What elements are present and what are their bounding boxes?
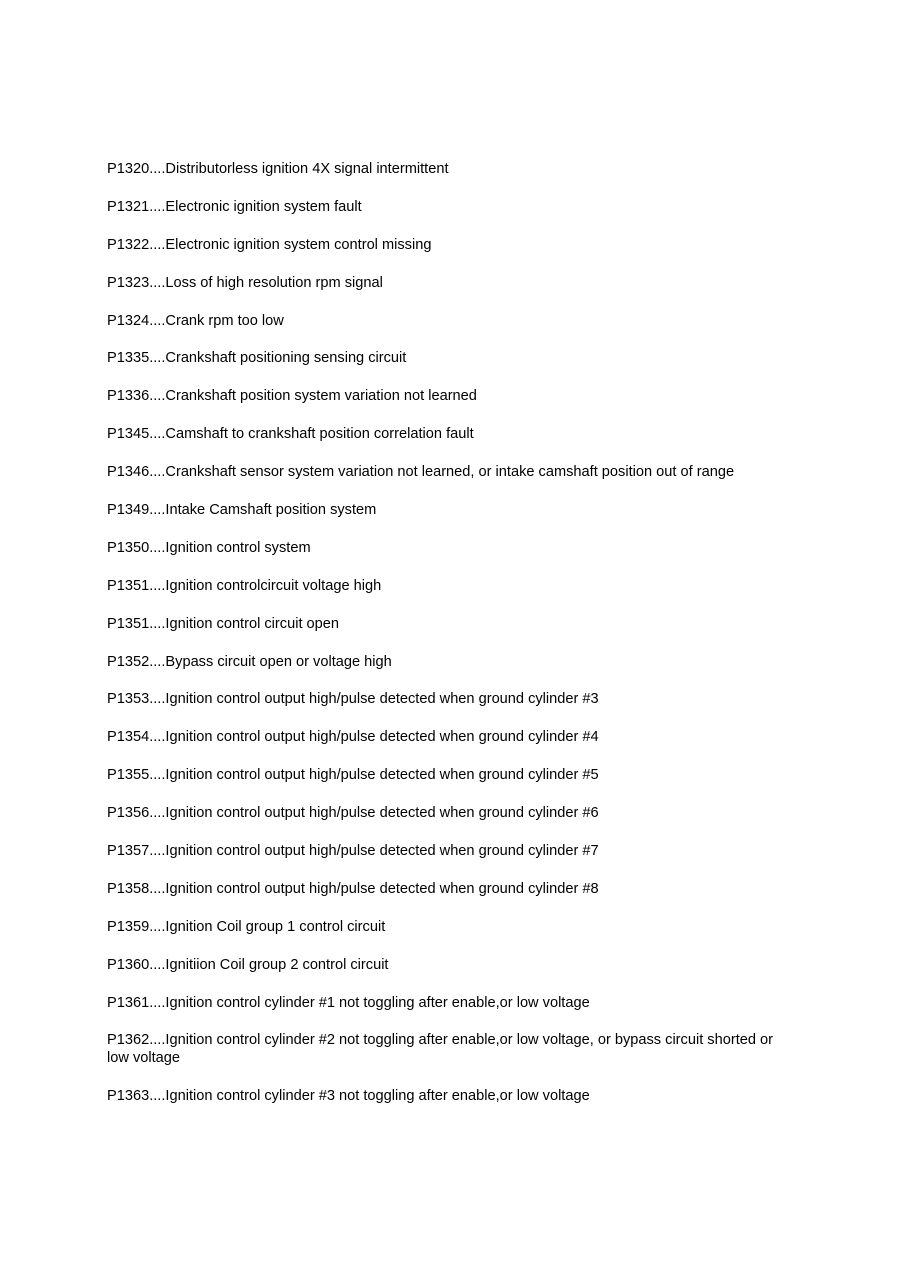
- code-entry-p1353: P1353....Ignition control output high/pulse detected when ground cylinder #3: [107, 691, 599, 708]
- code-entry-p1355: P1355....Ignition control output high/pulse detected when ground cylinder #5: [107, 767, 599, 784]
- code-entry-p1336: P1336....Crankshaft position system variation not learned: [107, 388, 477, 405]
- code-entry-p1345: P1345....Camshaft to crankshaft position correlation fault: [107, 426, 474, 443]
- diagnostic-code-list: [107, 160, 797, 1125]
- code-entry-p1350: P1350....Ignition control system: [107, 539, 311, 556]
- code-entry-p1322: P1322....Electronic ignition system control missing: [107, 236, 432, 253]
- code-entry-p1363: P1363....Ignition control cylinder #3 not toggling after enable,or low voltage: [107, 1088, 590, 1105]
- code-entry-p1362: P1362....Ignition control cylinder #2 not toggling after enable,or low voltage, or bypass circuit shorted or low voltage: [107, 1032, 774, 1067]
- code-entry-p1359: P1359....Ignition Coil group 1 control circuit: [107, 918, 386, 935]
- code-entry-p1324: P1324....Crank rpm too low: [107, 312, 284, 329]
- code-entry-p1349: P1349....Intake Camshaft position system: [107, 502, 377, 519]
- code-entry-p1361: P1361....Ignition control cylinder #1 not toggling after enable,or low voltage: [107, 994, 590, 1011]
- code-entry-p1357: P1357....Ignition control output high/pulse detected when ground cylinder #7: [107, 843, 599, 860]
- code-entry-p1346: P1346....Crankshaft sensor system variation not learned, or intake camshaft position out of range: [107, 464, 735, 481]
- code-entry-p1360: P1360....Ignitiion Coil group 2 control circuit: [107, 956, 389, 973]
- code-entry-p1351-circuit-open: P1351....Ignition control circuit open: [107, 615, 340, 632]
- code-entry-p1321: P1321....Electronic ignition system fault: [107, 198, 362, 215]
- code-entry-p1335: P1335....Crankshaft positioning sensing circuit: [107, 350, 407, 367]
- code-entry-p1320: P1320....Distributorless ignition 4X signal intermittent: [107, 161, 449, 177]
- code-entry-p1354: P1354....Ignition control output high/pulse detected when ground cylinder #4: [107, 729, 599, 746]
- code-entry-p1352: P1352....Bypass circuit open or voltage high: [107, 653, 392, 670]
- code-entry-p1351-voltage-high: P1351....Ignition controlcircuit voltage high: [107, 577, 382, 594]
- code-entry-p1356: P1356....Ignition control output high/pulse detected when ground cylinder #6: [107, 805, 599, 822]
- code-entry-p1323: P1323....Loss of high resolution rpm signal: [107, 274, 383, 291]
- code-entry-p1358: P1358....Ignition control output high/pulse detected when ground cylinder #8: [107, 880, 599, 897]
